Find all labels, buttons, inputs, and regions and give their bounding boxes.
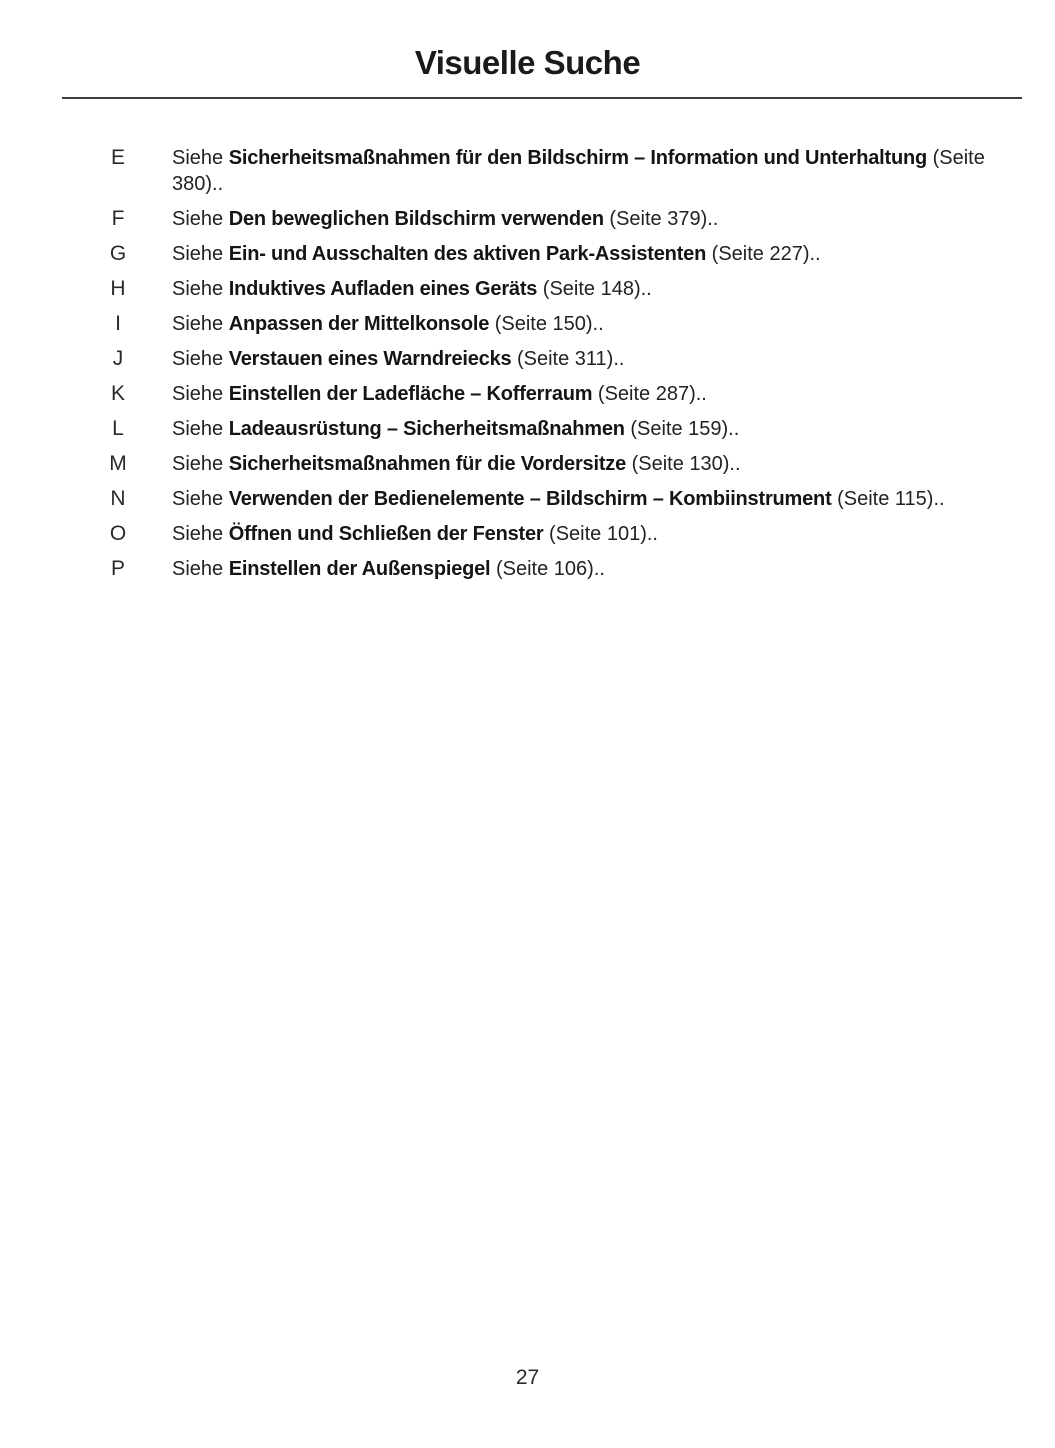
list-item [90,276,1012,302]
item-letter: H [110,277,126,300]
item-text [172,241,1012,267]
item-title-link[interactable]: Einstellen der Außenspiegel [228,558,491,580]
item-text [172,346,1012,372]
item-page-ref: (Seite 115).. [837,488,945,510]
item-page-ref: (Seite 101).. [549,523,658,545]
item-title-link[interactable]: Induktives Aufladen eines Geräts [228,278,538,300]
item-page-ref: (Seite 150).. [494,313,604,335]
item-letter: G [109,242,127,265]
item-text [172,556,1012,582]
item-title-link[interactable]: Verwenden der Bedienelemente – Bildschirm – Kombiinstrument [228,488,832,510]
item-text [172,145,1012,197]
item-letter: O [109,522,127,545]
list-item [90,311,1012,337]
page-number: 27 [515,1366,540,1389]
item-text [172,206,1012,232]
list-item [90,521,1012,547]
visual-search-list [90,145,1012,582]
item-title-link[interactable]: Öffnen und Schließen der Fenster [228,523,544,545]
see-label: Siehe [172,488,224,510]
item-page-ref: (Seite 159).. [630,418,740,440]
item-page-ref: (Seite 311).. [516,348,625,370]
see-label: Siehe [172,453,224,475]
item-letter: E [110,146,125,169]
item-page-ref: (Seite 148).. [542,278,652,300]
list-item [90,381,1012,407]
item-title-link[interactable]: Ladeausrüstung – Sicherheitsmaßnahmen [228,418,625,440]
item-page-ref: (Seite 379).. [609,208,719,230]
item-title-link[interactable]: Ein- und Ausschalten des aktiven Park-Assistenten [228,243,707,265]
list-item [90,416,1012,442]
see-label: Siehe [172,278,224,300]
title-divider [62,97,1022,99]
page-title: Visuelle Suche [414,44,641,81]
list-item [90,206,1012,232]
item-title-link[interactable]: Verstauen eines Warndreiecks [228,348,512,370]
list-item [90,486,1012,512]
see-label: Siehe [172,243,224,265]
item-text [172,486,1012,512]
list-item [90,145,1012,197]
see-label: Siehe [172,418,224,440]
item-letter: J [112,347,124,370]
item-text [172,521,1012,547]
item-letter: I [115,312,121,335]
see-label: Siehe [172,523,224,545]
item-page-ref: (Seite 287).. [597,383,707,405]
item-title-link[interactable]: Sicherheitsmaßnahmen für die Vordersitze [228,453,627,475]
item-text [172,416,1012,442]
see-label: Siehe [172,313,224,335]
item-page-ref: (Seite 130).. [631,453,741,475]
list-item [90,241,1012,267]
item-letter: L [112,417,124,440]
see-label: Siehe [172,208,224,230]
see-label: Siehe [172,558,224,580]
item-text [172,311,1012,337]
item-page-ref: (Seite 106).. [495,558,605,580]
item-title-link[interactable]: Sicherheitsmaßnahmen für den Bildschirm – Information und Unterhaltung [228,147,928,169]
item-title-link[interactable]: Den beweglichen Bildschirm verwenden [228,208,604,230]
item-page-ref: (Seite 380).. [172,147,985,195]
item-text [172,276,1012,302]
item-title-link[interactable]: Anpassen der Mittelkonsole [228,313,490,335]
list-item [90,556,1012,582]
see-label: Siehe [172,147,224,169]
item-letter: N [110,487,126,510]
see-label: Siehe [172,348,224,370]
item-text [172,451,1012,477]
item-letter: F [111,207,125,230]
list-item [90,346,1012,372]
item-text [172,381,1012,407]
see-label: Siehe [172,383,224,405]
item-letter: K [110,382,125,405]
item-page-ref: (Seite 227).. [711,243,821,265]
list-item [90,451,1012,477]
item-letter: P [110,557,125,580]
item-letter: M [109,452,127,475]
item-title-link[interactable]: Einstellen der Ladefläche – Kofferraum [228,383,593,405]
